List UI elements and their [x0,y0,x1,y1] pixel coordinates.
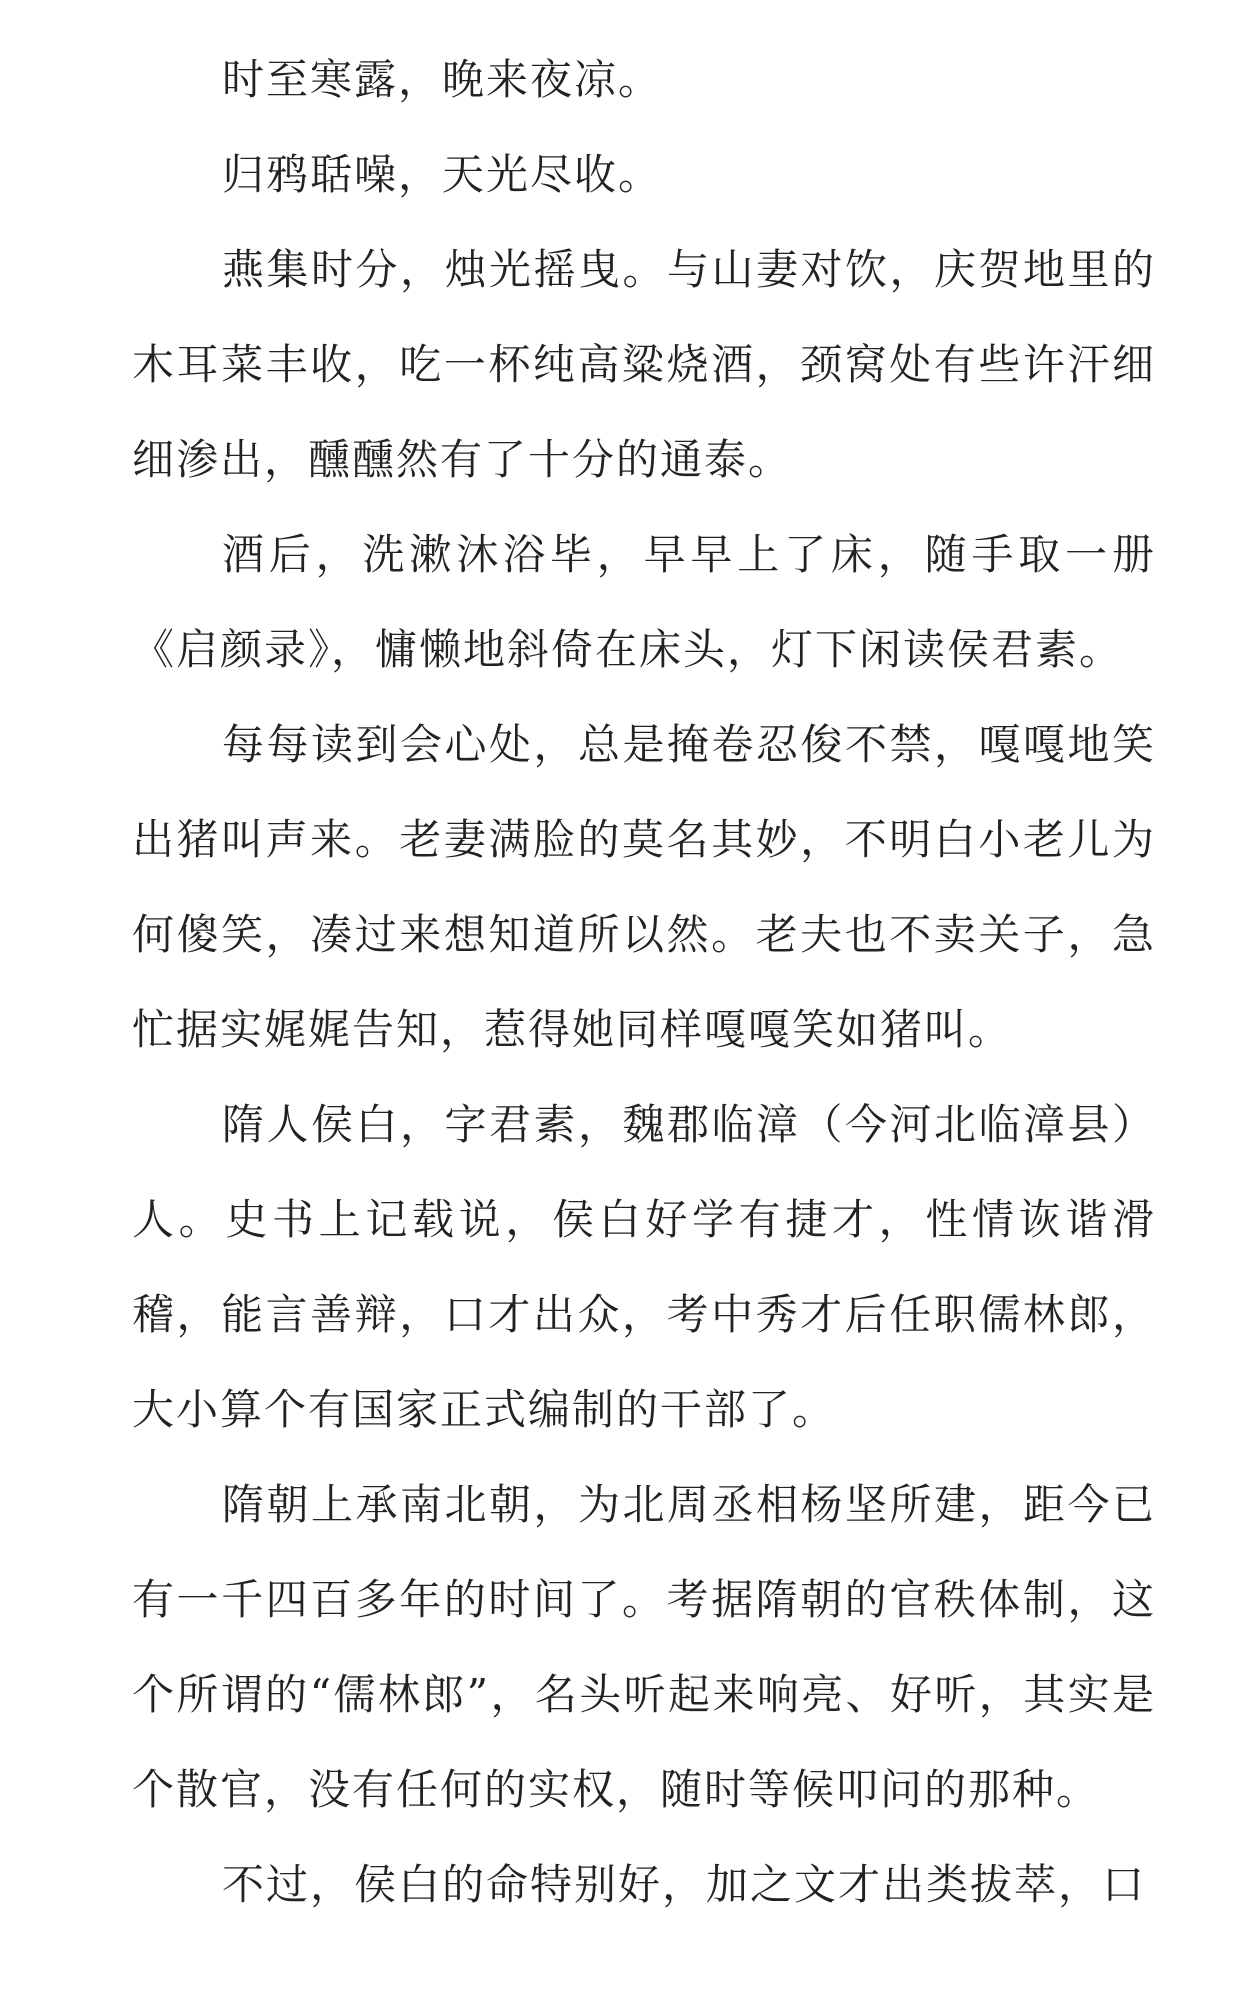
document-page [132,32,1156,1932]
paragraph-7: 隋朝上承南北朝，为北周丞相杨坚所建，距今已有一千四百多年的时间了。考据隋朝的官秩体制，这个所谓的“儒林郎”，名头听起来响亮、好听，其实是个散官，没有任何的实权，随时等候叩问的那种。 [132,1480,1156,1814]
paragraph-2: 归鸦聒噪，天光尽收。 [222,150,663,199]
paragraph-6: 隋人侯白，字君素，魏郡临漳（今河北临漳县）人。史书上记载说，侯白好学有捷才，性情诙谐滑稽，能言善辩，口才出众，考中秀才后任职儒林郎，大小算个有国家正式编制的干部了。 [132,1100,1156,1434]
paragraph-3: 燕集时分，烛光摇曳。与山妻对饮，庆贺地里的木耳菜丰收，吃一杯纯高粱烧酒，颈窝处有些许汗细细渗出，醺醺然有了十分的通泰。 [132,245,1156,484]
paragraph-5: 每每读到会心处，总是掩卷忍俊不禁，嘎嘎地笑出猪叫声来。老妻满脸的莫名其妙，不明白小老儿为何傻笑，凑过来想知道所以然。老夫也不卖关子，急忙据实娓娓告知，惹得她同样嘎嘎笑如猪叫。 [132,720,1156,1054]
paragraph-4: 酒后，洗漱沐浴毕，早早上了床，随手取一册《启颜录》，慵懒地斜倚在床头，灯下闲读侯君素。 [132,530,1156,674]
paragraph-1: 时至寒露，晚来夜凉。 [222,55,663,104]
paragraph-8: 不过，侯白的命特别好，加之文才出类拔萃，口 [222,1860,1147,1909]
